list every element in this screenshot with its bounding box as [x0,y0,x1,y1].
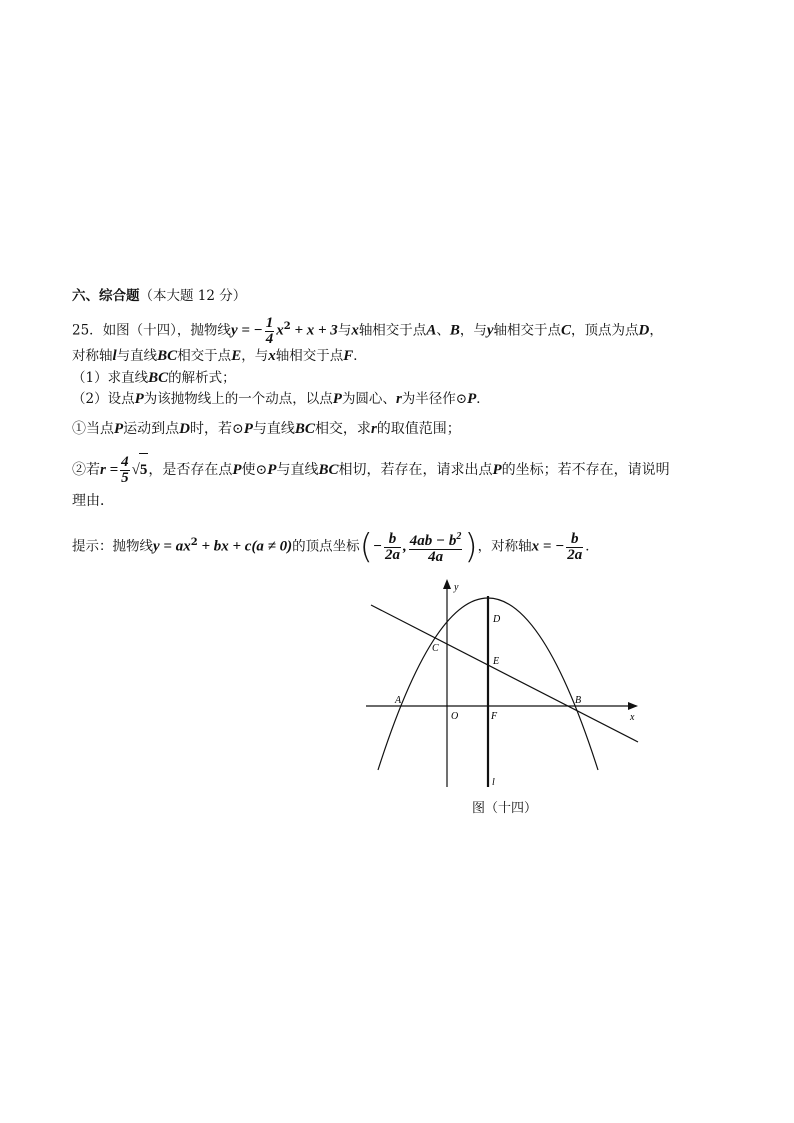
problem-line-2 [72,346,367,366]
text: 对称轴 [72,348,113,364]
section-note: （本大题 12 分） [139,288,247,304]
text: 与直线 [252,421,295,437]
var-l: l [112,348,117,364]
label-E: E [493,656,500,667]
label-A: A [395,695,402,706]
text: 的解析式； [168,370,236,386]
text: 轴相交于点 [493,322,562,339]
comma: , [403,538,407,555]
frac-num: 1 [265,314,274,331]
point-P: P [467,391,477,407]
line-BC: BC [294,421,315,437]
frac-num: b [384,532,401,548]
label-x: x [630,712,635,723]
text: ，是否存在点 [148,462,233,478]
sqrt-sign: √ [131,462,140,478]
subquestion-1 [72,419,461,439]
point-P: P [492,462,502,478]
point-P: P [332,391,342,407]
label-F: F [491,711,498,722]
text: ． [476,391,490,407]
frac-den: 2a [385,546,401,563]
point-D: D [179,421,191,437]
minus: − [372,538,383,555]
fraction-b-2a [384,532,401,563]
fraction-four-fifths [120,455,130,486]
question-1 [72,368,236,388]
var-x: x [276,322,284,339]
x-axis-arrow [628,702,638,710]
var-x: x [268,348,276,364]
point-P: P [134,391,144,407]
line-BC: BC [318,462,339,478]
text: 相切，若存在，请求出点 [338,462,493,478]
hint [72,520,599,566]
text: 时，若⊙ [190,421,244,437]
text: 提示：抛物线 [72,538,153,555]
point-P: P [114,421,124,437]
figure-caption: 图（十四） [472,801,538,816]
point-P: P [267,462,277,478]
exponent: 2 [283,321,291,332]
label-O: O [451,711,459,722]
text: 相交，求 [314,421,371,437]
fraction-b-2a [566,532,583,563]
var-x: x [351,322,359,339]
text: ． [353,348,367,364]
parabola-eq-rhs: + x + 3 [290,322,338,339]
text: ②若 [72,462,100,478]
frac-den: 5 [121,469,129,486]
frac-num [409,529,463,550]
r-eq: r = [100,462,119,478]
frac-den: 4a [428,549,444,565]
parabola-eq-lhs: y = − [230,322,263,339]
frac-num: 4 [121,453,129,470]
text: 与直线 [276,462,319,478]
point-F: F [343,348,354,364]
text: 运动到点 [123,421,180,437]
text: 的坐标；若不存在，请说明 [501,462,670,478]
text: ，与 [459,322,487,339]
problem-line-1 [72,312,663,347]
paren-right: ) [464,527,478,567]
label-y: y [454,582,459,593]
text: 轴相交于点 [275,348,344,364]
text: 为半径作⊙ [401,391,468,407]
exponent: 2 [456,531,462,542]
point-C: C [561,322,572,339]
text: 为该抛物线上的一个动点，以点 [143,391,333,407]
hint-eq-b: + bx + c(a ≠ 0) [197,538,293,555]
question-2 [72,389,490,409]
hint-eq-a: y = ax [153,538,191,555]
point-P: P [243,421,253,437]
text: （2）设点 [72,391,135,407]
label-l: l [492,777,495,788]
label-B: B [575,695,582,706]
sqrt-radicand: 5 [139,453,149,486]
text: 的顶点坐标 [292,538,360,555]
problem-number: 25． [72,322,103,339]
point-A: A [426,322,437,339]
text: 相交于点 [177,348,232,364]
text: 如图（十四），抛物线 [102,322,231,339]
section-title: 六、综合题 [72,288,140,304]
subquestion-2 [72,453,670,486]
text: 与 [337,322,352,339]
text: ，与 [241,348,269,364]
text: ， [649,322,663,339]
line-BC [371,605,638,742]
text: 、 [436,322,450,339]
subquestion-2-cont [72,491,114,511]
section-header [72,286,246,306]
exponent: 2 [190,537,198,548]
text: 轴相交于点 [358,322,427,339]
text: 为圆心、 [341,391,396,407]
label-D: D [493,614,501,625]
line-BC: BC [148,370,169,386]
point-D: D [638,322,650,339]
line-BC: BC [157,348,178,364]
var-y: y [486,322,494,339]
text: ①当点 [72,421,114,437]
text: ，顶点为点 [571,322,639,339]
frac-num: b [566,532,583,548]
var-r: r [370,421,377,437]
text: ． [585,538,599,555]
label-C: C [432,643,439,654]
fraction-quarter [265,316,275,347]
fraction-vertex-y [409,529,463,565]
text: 与直线 [116,348,158,364]
text: 理由． [72,493,114,509]
text: 使⊙ [241,462,268,478]
axis-eq: x = − [531,538,565,555]
y-axis-arrow [443,579,451,589]
figure-fourteen [362,575,647,793]
num-text: 4ab − b [409,533,457,549]
paren-left: ( [359,527,373,567]
point-E: E [231,348,242,364]
text: （1）求直线 [72,370,149,386]
point-P: P [232,462,242,478]
text: ，对称轴 [477,538,532,555]
text: 的取值范围； [376,421,461,437]
var-r: r [395,391,402,407]
frac-den: 4 [265,330,274,347]
point-B: B [449,322,460,339]
frac-den: 2a [567,546,583,563]
